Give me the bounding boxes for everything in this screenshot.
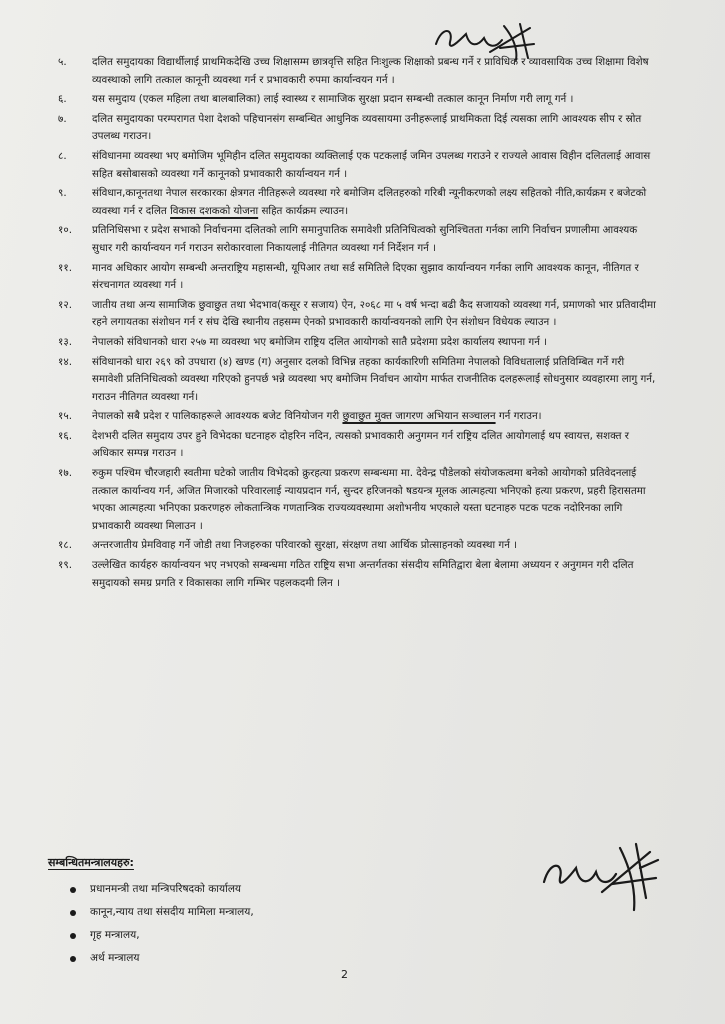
item-text: जातीय तथा अन्य सामाजिक छुवाछुत तथा भेदभाव(कसूर र सजाय) ऐन, २०६८ मा ५ वर्ष भन्दा बढी कैद सजायको व्यवस्था गर्न, प्रमाणको भार प्रतिवादीमा रहने लगायतका संशोधन गर्न र संघ देखि स्थानीय तहसम्म ऐनको प्रभावकारी कार्यान्वयनको लागि ऐन संशोधन विधेयक ल्याउन । bbox=[92, 298, 656, 329]
item-number: १७. bbox=[58, 467, 72, 480]
resolution-item-9 bbox=[58, 185, 658, 220]
item-text: संविधान,कानूनतथा नेपाल सरकारका क्षेत्रगत नीतिहरूले व्यवस्था गरे बमोजिम दलितहरुको गरिबी न्यूनीकरणको लक्ष्य सहितको नीति,कार्यक्रम र बजेटको व्यवस्था गर्न र दलित bbox=[92, 187, 647, 217]
item-number: ६. bbox=[58, 93, 67, 106]
item-text: संविधानको धारा २६९ को उपधारा (४) खण्ड (ग) अनुसार दलको विभिन्न तहका कार्यकारिणी समितिमा नेपालको विविधतालाई प्रतिविम्बित गर्ने गरी समावेशी प्रतिनिधित्वको व्यवस्था गरिएको हुनपर्छ भन्ने व्यवस्था भए बमोजिम निर्वाचन आयोग मार्फत राजनीतिक दलहरूलाई सोधनुसार व्यवहारमा लागु गर्न, गराउन नीतिगत व्यवस्था गर्न। bbox=[92, 355, 656, 403]
resolution-item-6 bbox=[58, 91, 658, 109]
resolution-item-13 bbox=[58, 334, 658, 352]
item-number: १०. bbox=[58, 224, 72, 237]
item-text: देशभरी दलित समुदाय उपर हुने विभेदका घटनाहरु दोहरिन नदिन, त्यसको प्रभावकारी अनुगमन गर्न राष्ट्रिय दलित आयोगलाई थप स्वायत्त, सशक्त र अधिकार सम्पन्न गराउन । bbox=[92, 429, 629, 460]
item-text-end: गर्न गराउन। bbox=[495, 410, 542, 423]
resolution-item-16 bbox=[58, 428, 658, 463]
related-ministries-heading: सम्बन्धितमन्त्रालयहरु: bbox=[48, 856, 134, 869]
item-number: १४. bbox=[58, 355, 72, 368]
resolution-item-7 bbox=[58, 111, 658, 146]
resolution-item-18 bbox=[58, 537, 658, 555]
item-number: १८. bbox=[58, 539, 72, 552]
item-number: ८. bbox=[58, 149, 67, 162]
item-text: उल्लेखित कार्यहरु कार्यान्वयन भए नभएको सम्बन्धमा गठित राष्ट्रिय सभा अन्तर्गतका संसदीय समितिद्वारा बेला बेलामा अध्ययन र अनुगमन गरी दलित समुदायको समग्र प्रगति र विकासका लागि गम्भिर पहलकदमी लिन । bbox=[92, 559, 634, 589]
resolution-item-14 bbox=[58, 354, 658, 407]
related-ministries bbox=[48, 854, 368, 970]
item-text: दलित समुदायका परम्परागत पेशा देशको पहिचानसंग सम्बन्धित आधुनिक व्यवसायमा उनीहरूलाई प्राथमिकता दिई त्यसका लागि आवश्यक सीप र स्रोत उपलब्ध गराउन। bbox=[92, 112, 642, 143]
item-number: ११. bbox=[58, 261, 72, 274]
item-text: नेपालको संविधानको धारा २५७ मा व्यवस्था भए बमोजिम राष्ट्रिय दलित आयोगको सातै प्रदेशमा प्रदेश कार्यालय स्थापना गर्न । bbox=[92, 335, 548, 348]
item-text-underlined: विकास दशकको योजना bbox=[170, 204, 259, 217]
ministry-item: प्रधानमन्त्री तथा मन्त्रिपरिषदको कार्यालय bbox=[48, 878, 368, 901]
item-number: १६. bbox=[58, 429, 72, 442]
item-text: अन्तरजातीय प्रेमविवाह गर्ने जोडी तथा निजहरुका परिवारको सुरक्षा, संरक्षण तथा आर्थिक प्रोत्साहनको व्यवस्था गर्न । bbox=[92, 539, 518, 552]
item-number: १५. bbox=[58, 410, 72, 423]
item-text: प्रतिनिधिसभा र प्रदेश सभाको निर्वाचनमा दलितको लागि समानुपातिक समावेशी प्रतिनिधित्वको सुनिश्चितता गर्नका लागि निर्वाचन प्रणालीमा आवश्यक सुधार गरी कार्यान्वयन गर्न गराउन सरोकारवाला निकायलाई नीतिगत व्यवस्था गर्न निर्देशन गर्न । bbox=[92, 224, 638, 254]
item-number: ७. bbox=[58, 112, 67, 125]
item-number: १३. bbox=[58, 335, 72, 348]
ministry-item: अर्थ मन्त्रालय bbox=[48, 947, 368, 970]
resolution-item-10 bbox=[58, 222, 658, 257]
item-text: दलित समुदायका विद्यार्थीलाई प्राथमिकदेखि उच्च शिक्षासम्म छात्रवृत्ति सहित निःशुल्क शिक्षाको प्रबन्ध गर्ने र प्राविधिक र व्यावसायिक उच्च शिक्षामा विशेष व्यवस्थाको लागि तत्काल कानूनी व्यवस्था गर्न र प्रभावकारी रुपमा कार्यान्वयन गर्न । bbox=[92, 56, 649, 86]
ministry-list bbox=[48, 878, 368, 970]
item-number: १९. bbox=[58, 559, 72, 572]
resolution-item-12 bbox=[58, 297, 658, 332]
ministry-item: कानून,न्याय तथा संसदीय मामिला मन्त्रालय, bbox=[48, 901, 368, 924]
signature-bottom bbox=[540, 838, 660, 916]
resolution-item-17 bbox=[58, 465, 658, 535]
ministry-item: गृह मन्त्रालय, bbox=[48, 924, 368, 947]
item-text: यस समुदाय (एकल महिला तथा बालबालिका) लाई स्वास्थ्य र सामाजिक सुरक्षा प्रदान सम्बन्धी तत्काल कानून निर्माण गरी लागू गर्न । bbox=[92, 93, 574, 106]
item-text: नेपालको सबै प्रदेश र पालिकाहरूले आवश्यक बजेट विनियोजन गरी bbox=[92, 410, 343, 423]
resolution-item-15 bbox=[58, 408, 658, 426]
item-number: ९. bbox=[58, 187, 67, 200]
resolution-item-5 bbox=[58, 54, 658, 89]
item-text-underlined: छुवाछुत मुक्त जागरण अभियान सञ्चालन bbox=[342, 410, 496, 423]
resolution-list bbox=[58, 54, 658, 594]
item-number: १२. bbox=[58, 298, 72, 311]
resolution-item-19 bbox=[58, 557, 658, 592]
resolution-item-11 bbox=[58, 260, 658, 295]
item-text: मानव अधिकार आयोग सम्बन्धी अन्तराष्ट्रिय महासन्धी, यूपिआर तथा सर्ड समितिले दिएका सुझाव कार्यान्वयन गर्नका लागि आवश्यक कानून, नीतिगत र संरचनागत व्यवस्था गर्न । bbox=[92, 261, 639, 292]
item-number: ५. bbox=[58, 56, 67, 68]
item-text: संविधानमा व्यवस्था भए बमोजिम भूमिहीन दलित समुदायका व्यक्तिलाई एक पटकलाई जमिन उपलब्ध गराउने र राज्यले आवास विहीन दलितलाई आवास सहित बसोबासको व्यवस्था गर्ने कानूनको प्रभावकारी कार्यान्वयन गर्न । bbox=[92, 149, 651, 180]
item-text-end: सहित कार्यक्रम ल्याउन। bbox=[258, 204, 349, 217]
page-number: 2 bbox=[341, 968, 348, 981]
resolution-item-8 bbox=[58, 148, 658, 183]
item-text: रुकुम पश्चिम चौरजहारी स्वतीमा घटेको जातीय विभेदको क्रुरहत्या प्रकरण सम्बन्धमा मा. देवेन्द्र पौडेलको संयोजकत्वमा बनेको आयोगको प्रतिवेदनलाई तत्काल कार्यान्वय गर्न, अजित मिजारको परिवारलाई न्यायप्रदान गर्न, सुन्दर हरिजनको षडयन्त्र मूलक आत्महत्या भनिएको हत्या प्रकरण, प्रहरी हिरासतमा भएका आत्महत्या भनिएका प्रकरणहरु लोकतान्त्रिक गणतान्त्रिक राज्यव्यवस्थामा अशोभनीय भएकाले यस्ता घटनाहरु पटक पटक नदोरिनका लागि प्रभावकारी व्यवस्था मिलाउन । bbox=[92, 467, 646, 532]
